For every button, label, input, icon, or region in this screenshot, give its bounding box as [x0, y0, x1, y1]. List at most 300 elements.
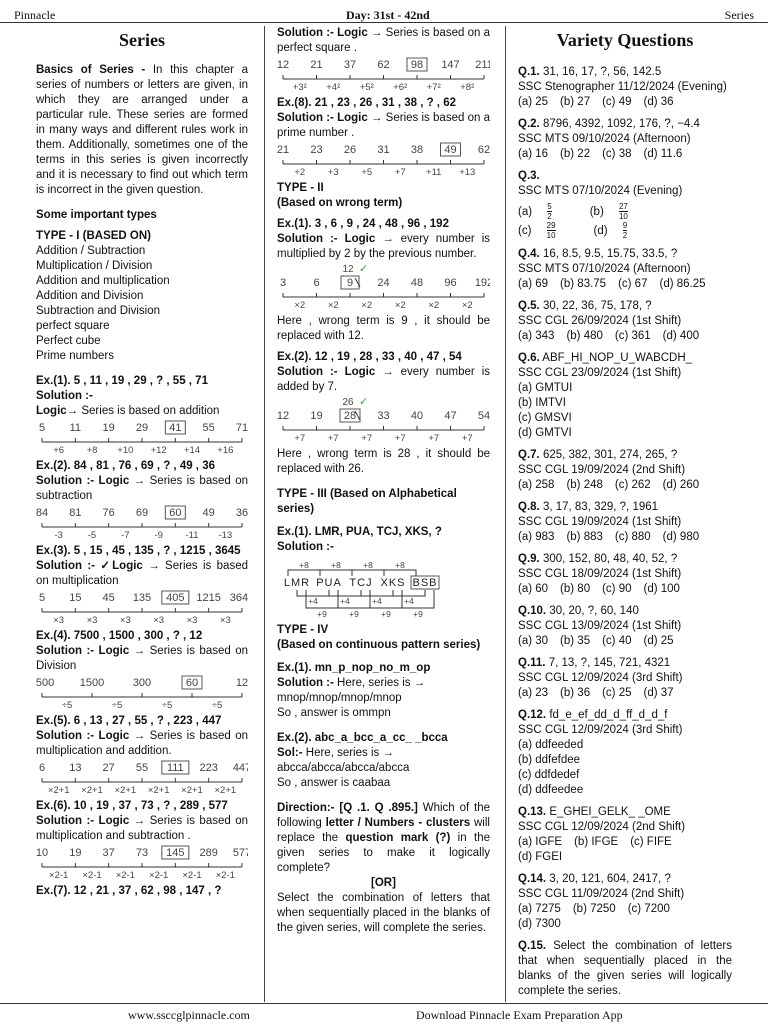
series-term: 71: [235, 422, 249, 434]
question-item: [518, 656, 732, 701]
series-operation: ×3: [53, 615, 65, 626]
option-item[interactable]: (c) $\frac{29}{10}$: [518, 221, 580, 240]
option-item[interactable]: (c) 25: [602, 687, 632, 699]
series-term: 37: [343, 59, 357, 71]
top-operation: +8: [299, 560, 309, 570]
options-row: [518, 582, 732, 597]
option-item[interactable]: (d) 7300: [518, 918, 561, 930]
option-item[interactable]: (d) 980: [662, 531, 700, 543]
question-item: [518, 604, 732, 649]
option-item[interactable]: (b) 248: [566, 479, 603, 491]
list-item: Prime numbers: [36, 350, 114, 362]
question-list: [518, 65, 732, 932]
option-item[interactable]: (a) 343: [518, 330, 555, 342]
options-row: [518, 902, 732, 932]
options-row: [518, 277, 732, 292]
option-item[interactable]: (b) 480: [566, 330, 603, 342]
fraction: $\frac{9}{2}$: [622, 221, 628, 240]
variety-title: Variety Questions: [556, 30, 694, 50]
series-term: 147: [441, 59, 460, 71]
series-diagram: [277, 262, 494, 311]
series-term: 60: [185, 677, 199, 689]
solution-label: Solution :-: [277, 541, 334, 553]
option-item[interactable]: (c) 40: [602, 635, 632, 647]
option-item[interactable]: (a) ddfeeded: [518, 739, 584, 751]
option-item[interactable]: (b) 83.75: [560, 278, 607, 290]
option-item[interactable]: (d) ddfeedee: [518, 784, 584, 796]
series-term: 19: [69, 847, 82, 859]
series-operation: ×2+1: [81, 785, 103, 796]
series-svg: [35, 845, 252, 881]
series-term: 1215: [196, 592, 221, 604]
question-source: SSC CGL 26/09/2024 (1st Shift): [518, 315, 682, 327]
series-term: 41: [169, 422, 182, 434]
series-operation: +4²: [326, 82, 341, 93]
series-operation: ×3: [86, 615, 98, 626]
option-item[interactable]: (a) GMTUI: [518, 382, 573, 394]
series-term: 577: [232, 847, 252, 859]
question-text: Q.13. E_GHEI_GELK_ _OME: [518, 806, 671, 818]
solution-logic: Solution :- Logic → Series is based on a prime number .: [277, 112, 490, 139]
top-operation: +8: [395, 560, 405, 570]
column-1: [29, 26, 255, 1000]
option-item[interactable]: (c) 38: [602, 148, 632, 160]
series-operation: +12: [150, 445, 167, 456]
option-item[interactable]: (a) 60: [518, 583, 549, 595]
series-term: 21: [276, 144, 290, 156]
or-label: [OR]: [371, 877, 396, 889]
option-item[interactable]: (d) 100: [643, 583, 680, 595]
example-question: Ex.(1). mn_p_nop_no_m_op: [277, 662, 431, 674]
series-term: 9: [346, 277, 354, 289]
series-term: 49: [444, 144, 457, 156]
option-item[interactable]: (d) FGEI: [518, 851, 563, 863]
option-item[interactable]: (c) 262: [614, 479, 651, 491]
question-source: SSC CGL 11/09/2024 (2nd Shift): [518, 888, 685, 900]
series-operation: ×2+1: [214, 785, 237, 796]
question-item: [518, 247, 732, 292]
question-text: Q.2. 8796, 4392, 1092, 176, ?, −4.4: [518, 118, 700, 130]
series-svg: [277, 396, 490, 442]
solution-logic: Solution :- Logic → every number is multiplied by 2 by the previous number.: [277, 233, 490, 260]
option-item[interactable]: (c) 361: [614, 330, 651, 342]
series-operation: ×2: [361, 300, 373, 311]
type3-heading: TYPE - III (Based on Alphabetical series): [277, 488, 457, 515]
series-operation: ×2-1: [215, 870, 235, 881]
series-term: 69: [135, 507, 149, 519]
type2-heading: TYPE - II: [277, 182, 324, 194]
option-item[interactable]: (a) 69: [518, 278, 549, 290]
option-item[interactable]: (b) 27: [560, 96, 591, 108]
question-text: Q.15. Select the combination of letters that when sequentially placed in the blanks of the given series will logically complete the series.: [518, 940, 732, 997]
series-operation: ÷5: [161, 700, 173, 711]
series-operation: +7: [327, 433, 339, 444]
series-operation: ×2: [461, 300, 473, 311]
series-operation: +13: [459, 167, 476, 178]
series-term: 62: [477, 144, 491, 156]
series-term: 223: [199, 762, 218, 774]
series-operation: +5²: [359, 82, 374, 93]
question-text: Q.7. 625, 382, 301, 274, 265, ?: [518, 449, 678, 461]
series-operation: ×3: [186, 615, 198, 626]
series-term: 45: [102, 592, 115, 604]
example-question: Ex.(2). abc_a_bcc_a_cc_ _bcca: [277, 732, 448, 744]
series-diagram: [277, 396, 490, 442]
option-item[interactable]: (a) 16: [518, 148, 549, 160]
letter-group: PUA: [316, 577, 342, 589]
series-svg: [36, 590, 255, 626]
list-item: Addition / Subtraction: [36, 245, 146, 257]
header-topic: Series: [724, 8, 754, 22]
series-term: 23: [310, 144, 323, 156]
series-term: 10: [35, 847, 49, 859]
column-3: [518, 26, 732, 1000]
mid-operation: +4: [404, 596, 414, 606]
footer-app-promo: Download Pinnacle Exam Preparation App: [416, 1008, 623, 1022]
letter-group: TCJ: [349, 577, 373, 589]
question-source: SSC CGL 12/09/2024 (3rd Shift): [518, 672, 683, 684]
mid-operation: +4: [372, 596, 382, 606]
series-diagram: [36, 590, 255, 626]
correct-term: 12: [342, 264, 354, 275]
example-question: Ex.(3). 5 , 15 , 45 , 135 , ? , 1215 , 3645: [36, 545, 241, 557]
series-operation: +14: [183, 445, 201, 456]
solution-text: Solution :- Here, series is →: [277, 677, 426, 689]
option-item[interactable]: (c) FIFE: [630, 836, 672, 848]
series-term: 47: [444, 410, 457, 422]
example-question: Ex.(5). 6 , 13 , 27 , 55 , ? , 223 , 447: [36, 715, 222, 727]
option-item[interactable]: (b) 883: [566, 531, 603, 543]
list-item: Perfect cube: [36, 335, 101, 347]
option-item[interactable]: (d) 400: [662, 330, 700, 342]
series-operation: ×2: [294, 300, 306, 311]
example-question: Ex.(8). 21 , 23 , 26 , 31 , 38 , ? , 62: [277, 97, 456, 109]
question-source: SSC MTS 09/10/2024 (Afternoon): [518, 133, 691, 145]
question-item: [518, 552, 732, 597]
series-diagram: [35, 845, 252, 881]
options-row: [518, 381, 732, 441]
series-operation: -3: [54, 530, 63, 541]
list-item: Addition and multiplication: [36, 275, 170, 287]
series-operation: ×2-1: [182, 870, 202, 881]
series-diagram: [36, 505, 248, 539]
series-diagram: [36, 420, 248, 454]
series-operation: ×2-1: [149, 870, 169, 881]
option-item[interactable]: (d) 260: [662, 479, 700, 491]
option-item[interactable]: (a) 25: [518, 96, 549, 108]
question-text: Q.4. 16, 8.5, 9.5, 15.75, 33.5, ?: [518, 248, 678, 260]
direction-alt: Select the combination of letters that when sequentially placed in the blanks of the given series, will complete the series.: [277, 892, 490, 934]
series-svg: [29, 675, 249, 711]
series-operation: +8: [86, 445, 98, 456]
answer-text: So , answer is ommpn: [277, 707, 391, 719]
series-operation: +7: [294, 433, 306, 444]
series-operation: +7: [428, 433, 440, 444]
series-term: 19: [102, 422, 115, 434]
question-item: [518, 500, 732, 545]
series-term: 62: [377, 59, 390, 71]
series-term: 60: [169, 507, 182, 519]
letter-group: LMR: [283, 577, 311, 589]
question-source: SSC CGL 13/09/2024 (1st Shift): [518, 620, 682, 632]
option-item[interactable]: (a) 30: [518, 635, 549, 647]
options-row: [518, 95, 732, 110]
series-operation: ×2-1: [115, 870, 135, 881]
bottom-operation: +9: [381, 609, 391, 619]
basics-paragraph: Basics of Series - In this chapter a series of numbers or letters are given, in which they are arranged under a particular rule. These series are formed in many ways and different rules work in them. Additionally, sometimes one of the terms in this series is given incorrectly and it is necessary to find out which term is incorrect in the given question.: [36, 64, 248, 196]
series-term: 12: [276, 410, 290, 422]
type4-heading: TYPE - IV: [277, 624, 329, 636]
example-question: Ex.(2). 12 , 19 , 28 , 33 , 40 , 47 , 54: [277, 351, 462, 363]
series-operation: +2: [294, 167, 306, 178]
option-item[interactable]: (a) IGFE: [518, 836, 563, 848]
series-term: 31: [377, 144, 390, 156]
options-row: [518, 329, 732, 344]
option-item[interactable]: (c) 7200: [627, 903, 670, 915]
list-item: Subtraction and Division: [36, 305, 161, 317]
solution-logic: Solution :- Logic → Series is based on a perfect square .: [277, 27, 490, 54]
series-operation: ×2: [327, 300, 339, 311]
question-text: Q.10. 30, 20, ?, 60, 140: [518, 605, 639, 617]
option-item[interactable]: (d) 37: [643, 687, 674, 699]
question-item: [518, 299, 732, 344]
option-item[interactable]: (d) 11.6: [643, 148, 683, 160]
option-item[interactable]: (b) IMTVI: [518, 397, 566, 409]
column-divider: [505, 26, 506, 1002]
series-operation: -5: [87, 530, 97, 541]
option-item[interactable]: (b) $\frac{27}{10}$: [590, 202, 652, 221]
series-operation: ×2+1: [114, 785, 137, 796]
series-operation: +7: [394, 433, 406, 444]
series-operation: +6: [53, 445, 65, 456]
question-text: Q.9. 300, 152, 80, 48, 40, 52, ?: [518, 553, 678, 565]
series-diagram: [36, 760, 252, 796]
option-item[interactable]: (b) IFGE: [574, 836, 619, 848]
series-operation: +7²: [426, 82, 441, 93]
series-operation: ×3: [153, 615, 165, 626]
header-brand: Pinnacle: [14, 8, 56, 22]
bottom-operation: +9: [413, 609, 423, 619]
series-svg: [276, 57, 493, 93]
solution-logic: Solution :- Logic → Series is based on multiplication and subtraction .: [36, 815, 248, 842]
question-item: [518, 805, 732, 865]
series-svg: [277, 262, 494, 311]
series-term: 28: [343, 410, 357, 422]
series-term: 145: [166, 847, 185, 859]
solution-logic: Solution :- Logic → Series is based on Division: [36, 645, 248, 672]
solution-text: Sol:- Here, series is →: [277, 747, 394, 759]
series-svg: [36, 420, 248, 454]
correct-term: 26: [342, 397, 354, 408]
option-item[interactable]: (d) 36: [643, 96, 674, 108]
series-operation: -9: [154, 530, 163, 541]
option-item[interactable]: (d) $\frac{9}{2}$: [594, 221, 652, 240]
question-source: SSC CGL 19/09/2024 (1st Shift): [518, 516, 682, 528]
series-operation: -11: [185, 530, 199, 541]
series-term: 289: [199, 847, 218, 859]
option-item[interactable]: (c) 880: [614, 531, 651, 543]
series-operation: ×2-1: [82, 870, 102, 881]
series-operation: +5: [361, 167, 373, 178]
list-item: perfect square: [36, 320, 110, 332]
top-bracket: [384, 570, 416, 576]
solution-label: Solution :-: [36, 390, 93, 402]
question-source: SSC MTS 07/10/2024 (Afternoon): [518, 263, 691, 275]
option-item[interactable]: (c) GMSVI: [518, 412, 572, 424]
top-bracket: [352, 570, 384, 576]
example-question: Ex.(2). 84 , 81 , 76 , 69 , ? , 49 , 36: [36, 460, 215, 472]
series-operation: +3: [327, 167, 339, 178]
question-item: [518, 448, 732, 493]
question-item: [518, 65, 732, 110]
series-term: 29: [135, 422, 149, 434]
series-operation: -7: [121, 530, 130, 541]
list-item: Multiplication / Division: [36, 260, 153, 272]
type1-heading: TYPE - I (BASED ON): [36, 230, 152, 242]
series-operation: ÷5: [61, 700, 73, 711]
option-item[interactable]: (a) 23: [518, 687, 549, 699]
series-term: 6: [313, 277, 320, 289]
series-term: 5: [38, 592, 46, 604]
series-operation: ×2-1: [49, 870, 69, 881]
series-term: 33: [377, 410, 390, 422]
series-term: 405: [166, 592, 185, 604]
question-series: [518, 999, 732, 1000]
top-operation: +8: [331, 560, 341, 570]
alphabet-diagram: [277, 556, 490, 618]
series-diagram: [29, 675, 249, 711]
column-divider: [264, 26, 265, 1002]
series-operation: +3²: [292, 82, 307, 93]
option-item[interactable]: (c) ddfdedef: [518, 769, 580, 781]
series-svg: [36, 760, 252, 796]
options-row: [518, 478, 732, 493]
example-question: Ex.(1). LMR, PUA, TCJ, XKS, ?: [277, 526, 442, 538]
letter-group: XKS: [380, 577, 406, 589]
check-icon: ✓: [359, 262, 369, 275]
top-bracket: [288, 570, 320, 576]
question-source: SSC CGL 12/09/2024 (2nd Shift): [518, 821, 686, 833]
example-question: Ex.(1). 3 , 6 , 9 , 24 , 48 , 96 , 192: [277, 218, 449, 230]
question-text: Q.5. 30, 22, 36, 75, 178, ?: [518, 300, 652, 312]
series-term: 3645: [229, 592, 255, 604]
wrong-term-note: Here , wrong term is 9 , it should be replaced with 12.: [277, 315, 490, 342]
series-term: 37: [102, 847, 115, 859]
direction-paragraph: Direction:- [Q .1. Q .895.] Which of the following letter / Numbers - clusters will replace the question mark (?) in the given series to make it logically complete?: [277, 802, 490, 874]
series-operation: ×2: [428, 300, 440, 311]
options-row: [518, 147, 732, 162]
question-source: SSC MTS 07/10/2024 (Evening): [518, 185, 683, 197]
option-item[interactable]: (c) 90: [602, 583, 632, 595]
option-item[interactable]: (b) 7250: [572, 903, 616, 915]
example-question: Ex.(1). 5 , 11 , 19 , 29 , ? , 55 , 71: [36, 375, 208, 387]
option-item[interactable]: (b) 22: [560, 148, 591, 160]
pattern-text: mnop/mnop/mnop/mnop: [277, 692, 402, 704]
column-2: [276, 26, 494, 1000]
options-row: [518, 686, 732, 701]
option-item[interactable]: (a) 983: [518, 531, 555, 543]
option-item[interactable]: (a) 258: [518, 479, 555, 491]
series-svg: [36, 505, 248, 539]
series-term: 27: [102, 762, 115, 774]
series-term: 55: [202, 422, 215, 434]
option-item[interactable]: (b) 36: [560, 687, 591, 699]
question-text: Q.14. 3, 20, 121, 604, 2417, ?: [518, 873, 671, 885]
option-item[interactable]: (b) 35: [560, 635, 591, 647]
footer-website[interactable]: www.ssccglpinnacle.com: [128, 1008, 250, 1022]
question-source: SSC CGL 23/09/2024 (1st Shift): [518, 367, 682, 379]
option-item[interactable]: (b) 80: [560, 583, 591, 595]
series-term: 54: [477, 410, 491, 422]
series-operation: ×2+1: [47, 785, 70, 796]
series-term: 98: [410, 59, 424, 71]
option-item[interactable]: (a) $\frac{5}{2}$: [518, 202, 576, 221]
question-item: [518, 872, 732, 932]
option-item[interactable]: (d) GMTVI: [518, 427, 572, 439]
series-term: 55: [135, 762, 149, 774]
options-row: [518, 738, 732, 798]
series-svg: [277, 142, 490, 176]
wrong-term-note: Here , wrong term is 28 , it should be replaced with 26.: [277, 448, 490, 475]
example-question: Ex.(6). 10 , 19 , 37 , 73 , ? , 289 , 577: [36, 800, 228, 812]
top-operation: +8: [363, 560, 373, 570]
series-operation: +7: [394, 167, 406, 178]
series-operation: ×2: [394, 300, 406, 311]
series-operation: +8²: [460, 82, 475, 93]
option-item[interactable]: (d) 25: [643, 635, 674, 647]
series-term: 300: [132, 677, 152, 689]
letter-group: BSB: [412, 577, 438, 589]
series-operation: +7: [461, 433, 473, 444]
important-types-heading: Some important types: [36, 209, 157, 221]
series-operation: ×2+1: [147, 785, 170, 796]
options-row: [518, 202, 732, 240]
option-item[interactable]: (b) ddfefdee: [518, 754, 581, 766]
type-list: [36, 244, 248, 364]
option-item[interactable]: (d) 86.25: [659, 278, 706, 290]
series-term: 7500: [29, 677, 55, 689]
question-text: Q.8. 3, 17, 83, 329, ?, 1961: [518, 501, 659, 513]
question-item: [518, 117, 732, 162]
series-term: 6: [38, 762, 46, 774]
series-term: 76: [102, 507, 115, 519]
series-term: 15: [69, 592, 82, 604]
check-icon: ✓: [359, 395, 369, 408]
series-operation: +6²: [393, 82, 408, 93]
answer-text: So , answer is caabaa: [277, 777, 391, 789]
series-term: 211: [475, 59, 493, 71]
series-term: 135: [132, 592, 152, 604]
question-text: Q.1. 31, 16, 17, ?, 56, 142.5: [518, 66, 662, 78]
series-term: 26: [343, 144, 357, 156]
series-term: 3: [279, 277, 287, 289]
series-term: 84: [35, 507, 49, 519]
question-text: Q.3.: [518, 170, 540, 182]
mid-operation: +4: [308, 596, 318, 606]
options-row: [518, 634, 732, 649]
solution-logic: Solution :- ✓Logic → Series is based on multiplication: [36, 560, 248, 587]
series-term: 73: [135, 847, 149, 859]
question-15: [518, 939, 732, 1000]
option-item[interactable]: (a) 7275: [518, 903, 561, 915]
series-term: 12: [276, 59, 290, 71]
question-source: SSC CGL 18/09/2024 (1st Shift): [518, 568, 682, 580]
alphabet-svg: [277, 556, 477, 618]
option-item[interactable]: (c) 67: [618, 278, 648, 290]
page-title: Series: [119, 30, 165, 50]
option-item[interactable]: (c) 49: [602, 96, 632, 108]
solution-logic: Solution :- Logic → Series is based on subtraction: [36, 475, 248, 502]
